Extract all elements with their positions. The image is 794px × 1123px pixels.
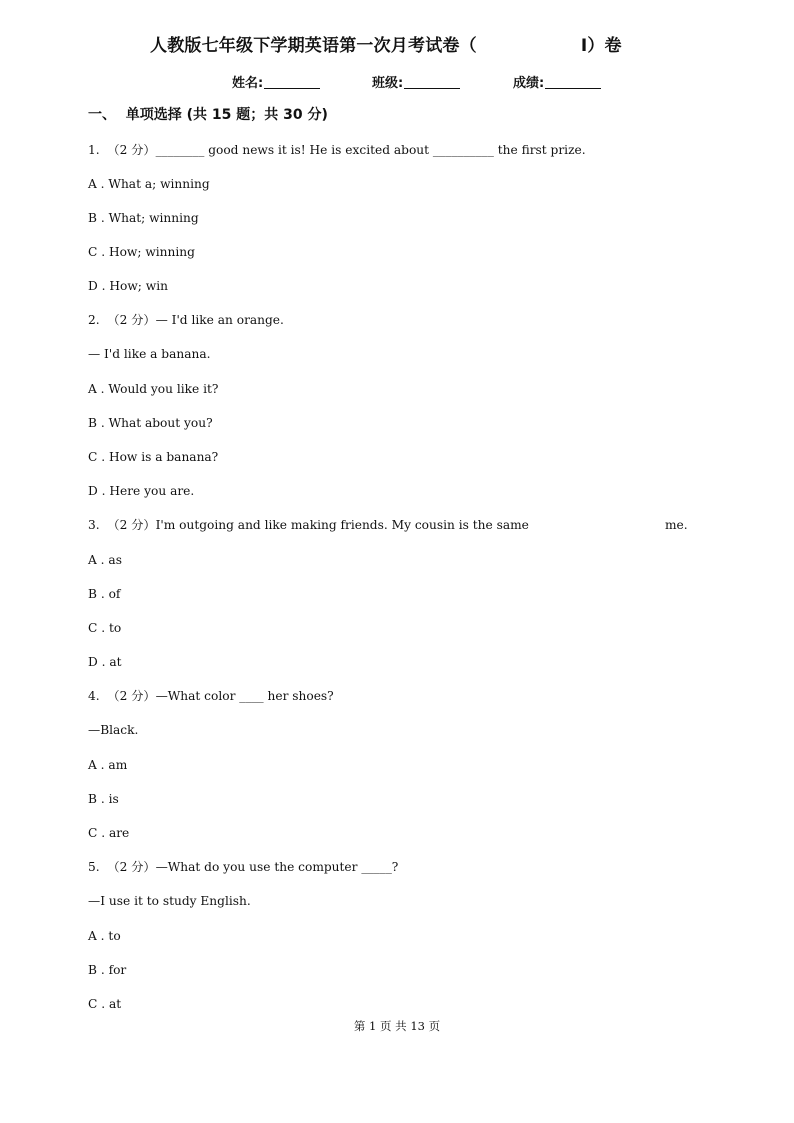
name-label: 姓名: [232,76,264,91]
question-1-option-c: C . How; winning [88,245,195,259]
class-blank [404,75,460,89]
page-number: 第 1 页 共 13 页 [353,1019,441,1033]
question-5-stem-reply: —I use it to study English. [88,894,251,908]
question-1-stem: 1. （2 分）________ good news it is! He is excited about __________ the first prize. [88,143,586,157]
question-3-option-c: C . to [88,621,122,635]
question-1-option-b: B . What; winning [88,211,199,225]
section-heading: 一、 单项选择 (共 15 题；共 30 分) [88,107,328,123]
score-label: 成绩: [513,76,545,91]
question-2-stem-reply: — I'd like a banana. [88,347,211,361]
question-1-option-a: A . What a; winning [88,177,210,191]
class-field [372,72,460,91]
question-3-stem: 3. （2 分）I'm outgoing and like making friends. My cousin is the same [88,518,529,532]
question-3-option-a: A . as [88,553,122,567]
question-2-option-b: B . What about you? [88,416,213,430]
question-4-option-a: A . am [88,758,128,772]
question-5-option-a: A . to [88,929,121,943]
question-5-stem: 5. （2 分）—What do you use the computer _____? [88,860,399,874]
question-3-option-d: D . at [88,655,122,669]
question-1-option-d: D . How; win [88,279,168,293]
question-2-option-c: C . How is a banana? [88,450,219,464]
name-field [232,72,320,91]
question-4-option-c: C . are [88,826,130,840]
question-5-option-c: C . at [88,997,122,1011]
question-4-option-b: B . is [88,792,119,806]
question-4-stem-reply: —Black. [88,723,139,737]
exam-title: 人教版七年级下学期英语第一次月考试卷（ I）卷 [150,36,622,56]
question-5-option-b: B . for [88,963,127,977]
score-field [513,72,601,91]
question-3-option-b: B . of [88,587,121,601]
score-blank [545,75,601,89]
question-4-stem: 4. （2 分）—What color ____ her shoes? [88,689,334,703]
class-label: 班级: [372,76,404,91]
question-2-option-d: D . Here you are. [88,484,195,498]
question-2-option-a: A . Would you like it? [88,382,219,396]
question-3-stem-tail: me. [665,518,688,532]
name-blank [264,75,320,89]
question-2-stem: 2. （2 分）— I'd like an orange. [88,313,284,327]
